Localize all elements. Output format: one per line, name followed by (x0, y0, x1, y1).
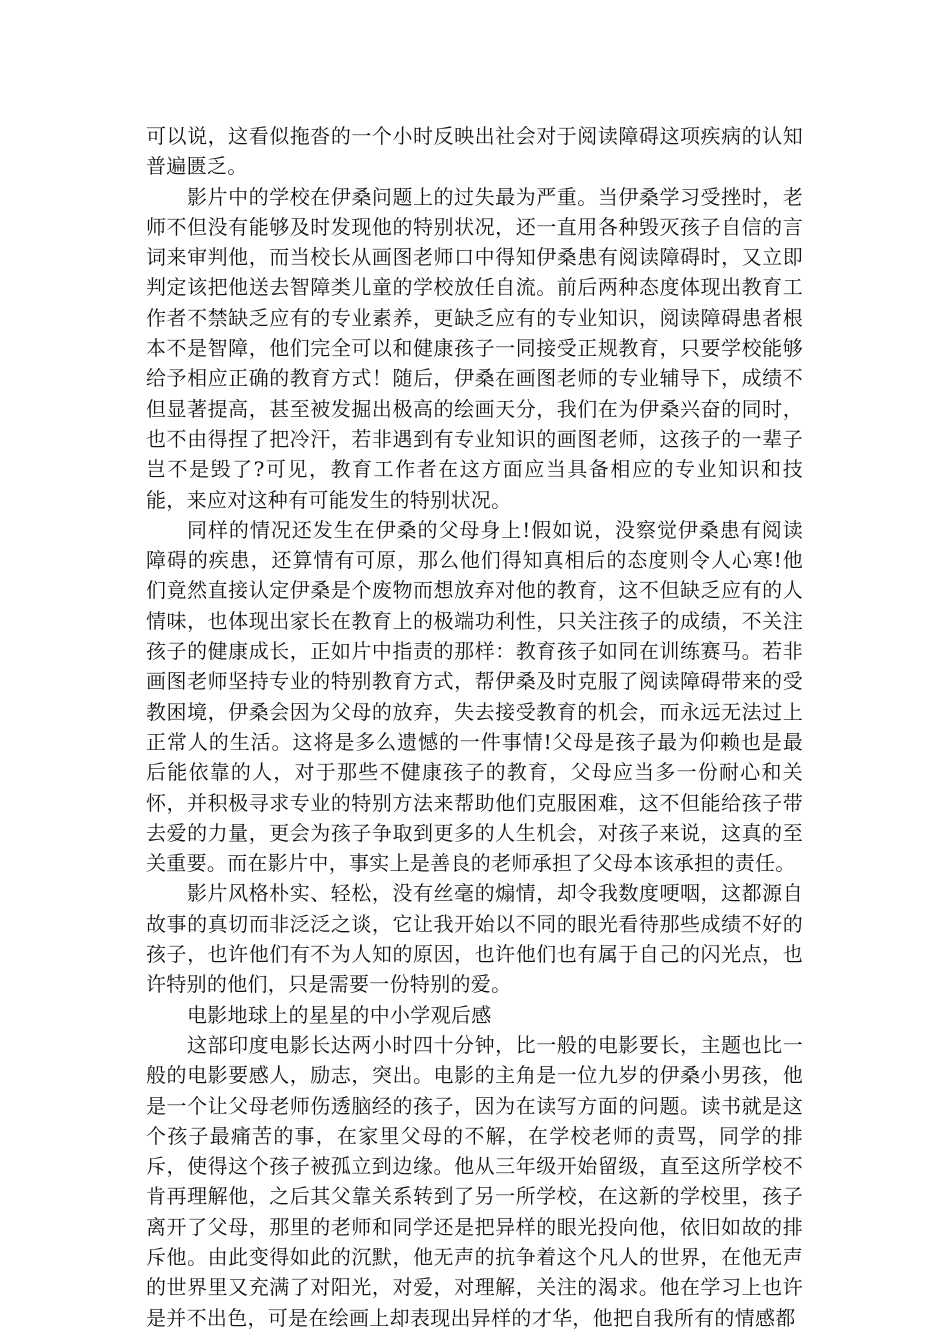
paragraph-2: 影片中的学校在伊桑问题上的过失最为严重。当伊桑学习受挫时，老师不但没有能够及时发现他的特别状况，还一直用各种毁灭孩子自信的言词来审判他，而当校长从画图老师口中得知伊桑患有阅读障碍时，又立即判定该把他送去智障类儿童的学校放任自流。前后两种态度体现出教育工作者不禁缺乏应有的专业素养，更缺乏应有的专业知识，阅读障碍患者根本不是智障，他们完全可以和健康孩子一同接受正规教育，只要学校能够给予相应正确的教育方式！随后，伊桑在画图老师的专业辅导下，成绩不但显著提高，甚至被发掘出极高的绘画天分，我们在为伊桑兴奋的同时，也不由得捏了把冷汗，若非遇到有专业知识的画图老师，这孩子的一辈子岂不是毁了?可见，教育工作者在这方面应当具备相应的专业知识和技能，来应对这种有可能发生的特别状况。 (146, 184, 803, 512)
paragraph-1: 可以说，这看似拖沓的一个小时反映出社会对于阅读障碍这项疾病的认知普遍匮乏。 (146, 124, 803, 179)
paragraph-4: 影片风格朴实、轻松，没有丝毫的煽情，却令我数度哽咽，这都源自故事的真切而非泛泛之谈，它让我开始以不同的眼光看待那些成绩不好的孩子，也许他们有不为人知的原因，也许他们也有属于自己的闪光点，也许特别的他们，只是需要一份特别的爱。 (146, 881, 803, 997)
section-heading: 电影地球上的星星的中小学观后感 (187, 1002, 492, 1027)
paragraph-5: 这部印度电影长达两小时四十分钟，比一般的电影要长，主题也比一般的电影要感人，励志，突出。电影的主角是一位九岁的伊桑小男孩，他是一个让父母老师伤透脑经的孩子，因为在读写方面的问题。读书就是这个孩子最痛苦的事，在家里父母的不解，在学校老师的责骂，同学的排斥，使得这个孩子被孤立到边缘。他从三年级开始留级，直至这所学校不肯再理解他，之后其父靠关系转到了另一所学校，在这新的学校里，孩子离开了父母，那里的老师和同学还是把异样的眼光投向他，依旧如故的排斥他。由此变得如此的沉默，他无声的抗争着这个凡人的世界，在他无声的世界里又充满了对阳光，对爱，对理解，关注的渴求。他在学习上也许是并不出色，可是在绘画上却表现出异样的才华，他把自我所有的情感都 (146, 1032, 803, 1330)
paragraph-3: 同样的情况还发生在伊桑的父母身上!假如说，没察觉伊桑患有阅读障碍的疾患，还算情有可原，那么他们得知真相后的态度则令人心寒!他们竟然直接认定伊桑是个废物而想放弃对他的教育，这不但缺乏应有的人情味，也体现出家长在教育上的极端功利性，只关注孩子的成绩，不关注孩子的健康成长，正如片中指责的那样：教育孩子如同在训练赛马。若非画图老师坚持专业的特别教育方式，帮伊桑及时克服了阅读障碍带来的受教困境，伊桑会因为父母的放弃，失去接受教育的机会，而永远无法过上正常人的生活。这将是多么遗憾的一件事情!父母是孩子最为仰赖也是最后能依靠的人，对于那些不健康孩子的教育，父母应当多一份耐心和关怀，并积极寻求专业的特别方法来帮助他们克服困难，这不但能给孩子带去爱的力量，更会为孩子争取到更多的人生机会，对孩子来说，这真的至关重要。而在影片中，事实上是善良的老师承担了父母本该承担的责任。 (146, 517, 803, 876)
document-body (146, 121, 803, 1333)
